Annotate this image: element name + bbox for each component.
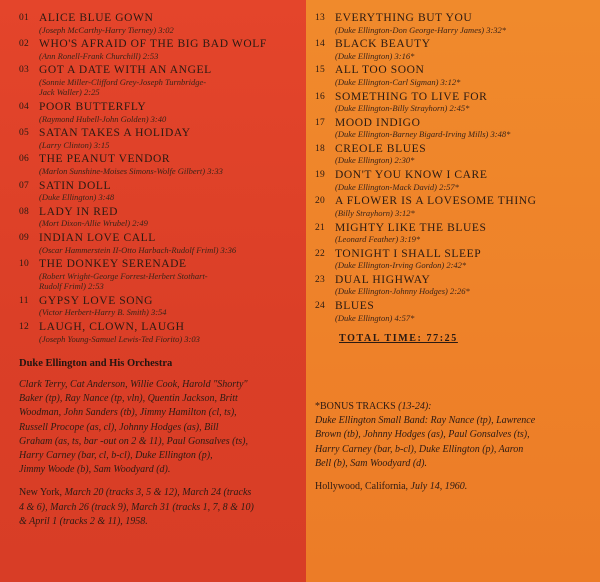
- track-credits: (Marlon Sunshine-Moises Simons-Wolfe Gilbert) 3:33: [39, 165, 223, 176]
- track-number: 15: [315, 65, 326, 76]
- track-credits: (Duke Ellington) 3:16*: [335, 50, 415, 61]
- track-title: MOOD INDIGO: [335, 116, 421, 129]
- track-item: [19, 206, 298, 229]
- track-number: 21: [315, 222, 326, 233]
- track-number: 17: [315, 117, 326, 128]
- personnel-text: [19, 378, 298, 477]
- track-title: INDIAN LOVE CALL: [39, 232, 156, 244]
- track-credits: (Leonard Feather) 3:19*: [335, 234, 421, 244]
- recording-date: July 14, 1960.: [408, 481, 468, 493]
- track-number: 07: [19, 180, 30, 191]
- recording-dates-line: 4 & 6), March 26 (track 9), March 31 (tracks 1, 7, 8 & 10): [19, 501, 254, 513]
- track-number: 05: [19, 128, 30, 139]
- track-number: 23: [315, 274, 326, 285]
- track-item: [315, 143, 590, 166]
- track-title: EVERYTHING BUT YOU: [335, 12, 473, 24]
- recording-dates-line: & April 1 (tracks 2 & 11), 1958.: [19, 515, 148, 527]
- track-title: TONIGHT I SHALL SLEEP: [335, 247, 482, 260]
- track-number: 11: [19, 295, 29, 306]
- track-number: 01: [19, 13, 30, 23]
- track-number: 14: [315, 39, 326, 50]
- track-title: SATIN DOLL: [39, 179, 112, 192]
- track-item: [19, 38, 298, 61]
- personnel-line: Graham (as, ts, bar -out on 2 & 11), Paul Gonsalves (ts),: [19, 435, 248, 447]
- track-item: [19, 153, 298, 176]
- tracklist-right: [315, 12, 590, 323]
- total-time: TOTAL TIME: 77:25: [339, 333, 458, 345]
- track-item: [315, 222, 590, 245]
- track-number: 19: [315, 170, 326, 181]
- track-credits: (Robert Wright-George Forrest-Herbert Stothart-: [39, 270, 208, 281]
- track-item: [19, 258, 298, 292]
- personnel-line: Jimmy Woode (b), Sam Woodyard (d).: [19, 464, 171, 476]
- track-number: 09: [19, 233, 30, 243]
- track-credits: (Joseph Young-Samuel Lewis-Ted Fiorito) 3:03: [39, 333, 200, 344]
- recording-dates-line: March 20 (tracks 3, 5 & 12), March 24 (tracks: [62, 487, 252, 499]
- track-credits: (Oscar Hammerstein II-Otto Harbach-Rudolf Friml) 3:36: [39, 244, 237, 255]
- track-number: 02: [19, 39, 30, 50]
- track-title: DUAL HIGHWAY: [335, 273, 431, 286]
- track-title: LADY IN RED: [39, 205, 118, 218]
- bonus-tracks-range: (13-24):: [395, 401, 432, 413]
- track-credits: (Duke Ellington-Irving Gordon) 2:42*: [335, 260, 467, 271]
- track-title: MIGHTY LIKE THE BLUES: [335, 221, 487, 234]
- track-title: GOT A DATE WITH AN ANGEL: [39, 64, 212, 77]
- track-credits: Jack Waller) 2:25: [39, 87, 100, 98]
- track-number: 12: [19, 322, 30, 333]
- track-credits: (Larry Clinton) 3:15: [39, 139, 110, 150]
- recording-info-hollywood: [315, 480, 590, 494]
- track-credits: (Duke Ellington) 2:30*: [335, 155, 415, 166]
- track-number: 06: [19, 154, 30, 165]
- track-item: [315, 274, 590, 297]
- track-title: THE DONKEY SERENADE: [39, 258, 187, 271]
- track-item: [315, 300, 590, 323]
- track-title: DON'T YOU KNOW I CARE: [335, 169, 488, 182]
- track-title: CREOLE BLUES: [335, 142, 427, 155]
- track-title: WHO'S AFRAID OF THE BIG BAD WOLF: [39, 38, 267, 51]
- track-title: LAUGH, CLOWN, LAUGH: [39, 321, 185, 334]
- track-number: 13: [315, 13, 326, 23]
- track-credits: (Raymond Hubell-John Golden) 3:40: [39, 113, 167, 124]
- track-credits: (Duke Ellington-Billy Strayhorn) 2:45*: [335, 103, 470, 114]
- track-title: BLACK BEAUTY: [335, 38, 431, 51]
- bonus-tracks-heading: *BONUS TRACKS: [315, 401, 396, 413]
- track-number: 20: [315, 196, 326, 207]
- track-credits: (Duke Ellington-Don George-Harry James) 3:32*: [335, 24, 507, 35]
- track-credits: (Duke Ellington-Johnny Hodges) 2:26*: [335, 286, 470, 297]
- track-item: [19, 127, 298, 150]
- track-number: 22: [315, 248, 326, 259]
- track-title: ALL TOO SOON: [335, 64, 425, 77]
- track-item: [315, 91, 590, 114]
- track-number: 04: [19, 102, 30, 113]
- track-credits: (Sonnie Miller-Clifford Grey-Joseph Turnbridge-: [39, 76, 207, 87]
- track-title: SATAN TAKES A HOLIDAY: [39, 127, 191, 140]
- track-item: [315, 169, 590, 192]
- track-credits: Rudolf Friml) 2:53: [39, 281, 104, 292]
- track-title: SOMETHING TO LIVE FOR: [335, 90, 488, 103]
- track-title: GYPSY LOVE SONG: [39, 294, 153, 307]
- recording-info-new-york: [19, 486, 298, 529]
- right-column: [306, 0, 600, 582]
- track-item: [315, 64, 590, 87]
- track-item: [19, 64, 298, 98]
- track-title: THE PEANUT VENDOR: [39, 153, 171, 166]
- track-title: BLUES: [335, 300, 375, 313]
- track-item: [315, 38, 590, 61]
- track-credits: (Ann Ronell-Frank Churchill) 2:53: [39, 50, 159, 61]
- track-item: [315, 248, 590, 271]
- track-credits: (Mort Dixon-Allie Wrubel) 2:49: [39, 218, 148, 229]
- recording-place: New York,: [19, 487, 63, 499]
- recording-place: Hollywood, California,: [315, 481, 409, 493]
- track-title: A FLOWER IS A LOVESOME THING: [335, 195, 537, 208]
- orchestra-heading: Duke Ellington and His Orchestra: [19, 358, 173, 370]
- personnel-line: Baker (tp), Ray Nance (tp, vln), Quentin Jackson, Britt: [19, 393, 238, 405]
- track-credits: (Billy Strayhorn) 3:12*: [335, 207, 415, 218]
- track-number: 03: [19, 65, 30, 76]
- track-title: ALICE BLUE GOWN: [39, 12, 154, 24]
- track-item: [19, 12, 298, 35]
- track-item: [19, 180, 298, 203]
- track-number: 18: [315, 143, 326, 154]
- track-item: [19, 321, 298, 344]
- bonus-tracks-info: [315, 400, 590, 471]
- personnel-line: Woodman, John Sanders (tb), Jimmy Hamilton (cl, ts),: [19, 407, 237, 419]
- track-credits: (Duke Ellington-Barney Bigard-Irving Mills) 3:48*: [335, 129, 511, 140]
- personnel-line: Russell Procope (as, cl), Johnny Hodges (as), Bill: [19, 421, 219, 433]
- bonus-personnel-line: Harry Carney (bar, b-cl), Duke Ellington (p), Aaron: [315, 443, 524, 455]
- track-item: [315, 195, 590, 218]
- track-number: 10: [19, 259, 30, 270]
- track-credits: (Joseph McCarthy-Harry Tierney) 3:02: [39, 24, 174, 35]
- track-item: [19, 232, 298, 255]
- bonus-personnel-line: Bell (b), Sam Woodyard (d).: [315, 457, 428, 469]
- personnel-line: Harry Carney (bar, cl, b-cl), Duke Ellington (p),: [19, 450, 213, 462]
- track-credits: (Duke Ellington) 3:48: [39, 192, 115, 203]
- track-item: [315, 12, 590, 35]
- track-credits: (Duke Ellington-Mack David) 2:57*: [335, 181, 459, 192]
- track-item: [19, 295, 298, 318]
- track-item: [19, 101, 298, 124]
- track-item: [315, 117, 590, 140]
- track-number: 08: [19, 206, 30, 217]
- track-title: POOR BUTTERFLY: [39, 101, 147, 114]
- personnel-line: Clark Terry, Cat Anderson, Willie Cook, Harold "Shorty": [19, 379, 248, 391]
- track-credits: (Victor Herbert-Harry B. Smith) 3:54: [39, 307, 167, 318]
- bonus-personnel-line: Duke Ellington Small Band: Ray Nance (tp), Lawrence: [315, 415, 536, 427]
- track-number: 16: [315, 91, 326, 102]
- track-number: 24: [315, 301, 326, 312]
- track-credits: (Duke Ellington-Carl Sigman) 3:12*: [335, 76, 461, 87]
- tracklist-left: [19, 12, 298, 344]
- bonus-personnel-line: Brown (tb), Johnny Hodges (as), Paul Gonsalves (ts),: [315, 429, 530, 441]
- track-credits: (Duke Ellington) 4:57*: [335, 312, 415, 323]
